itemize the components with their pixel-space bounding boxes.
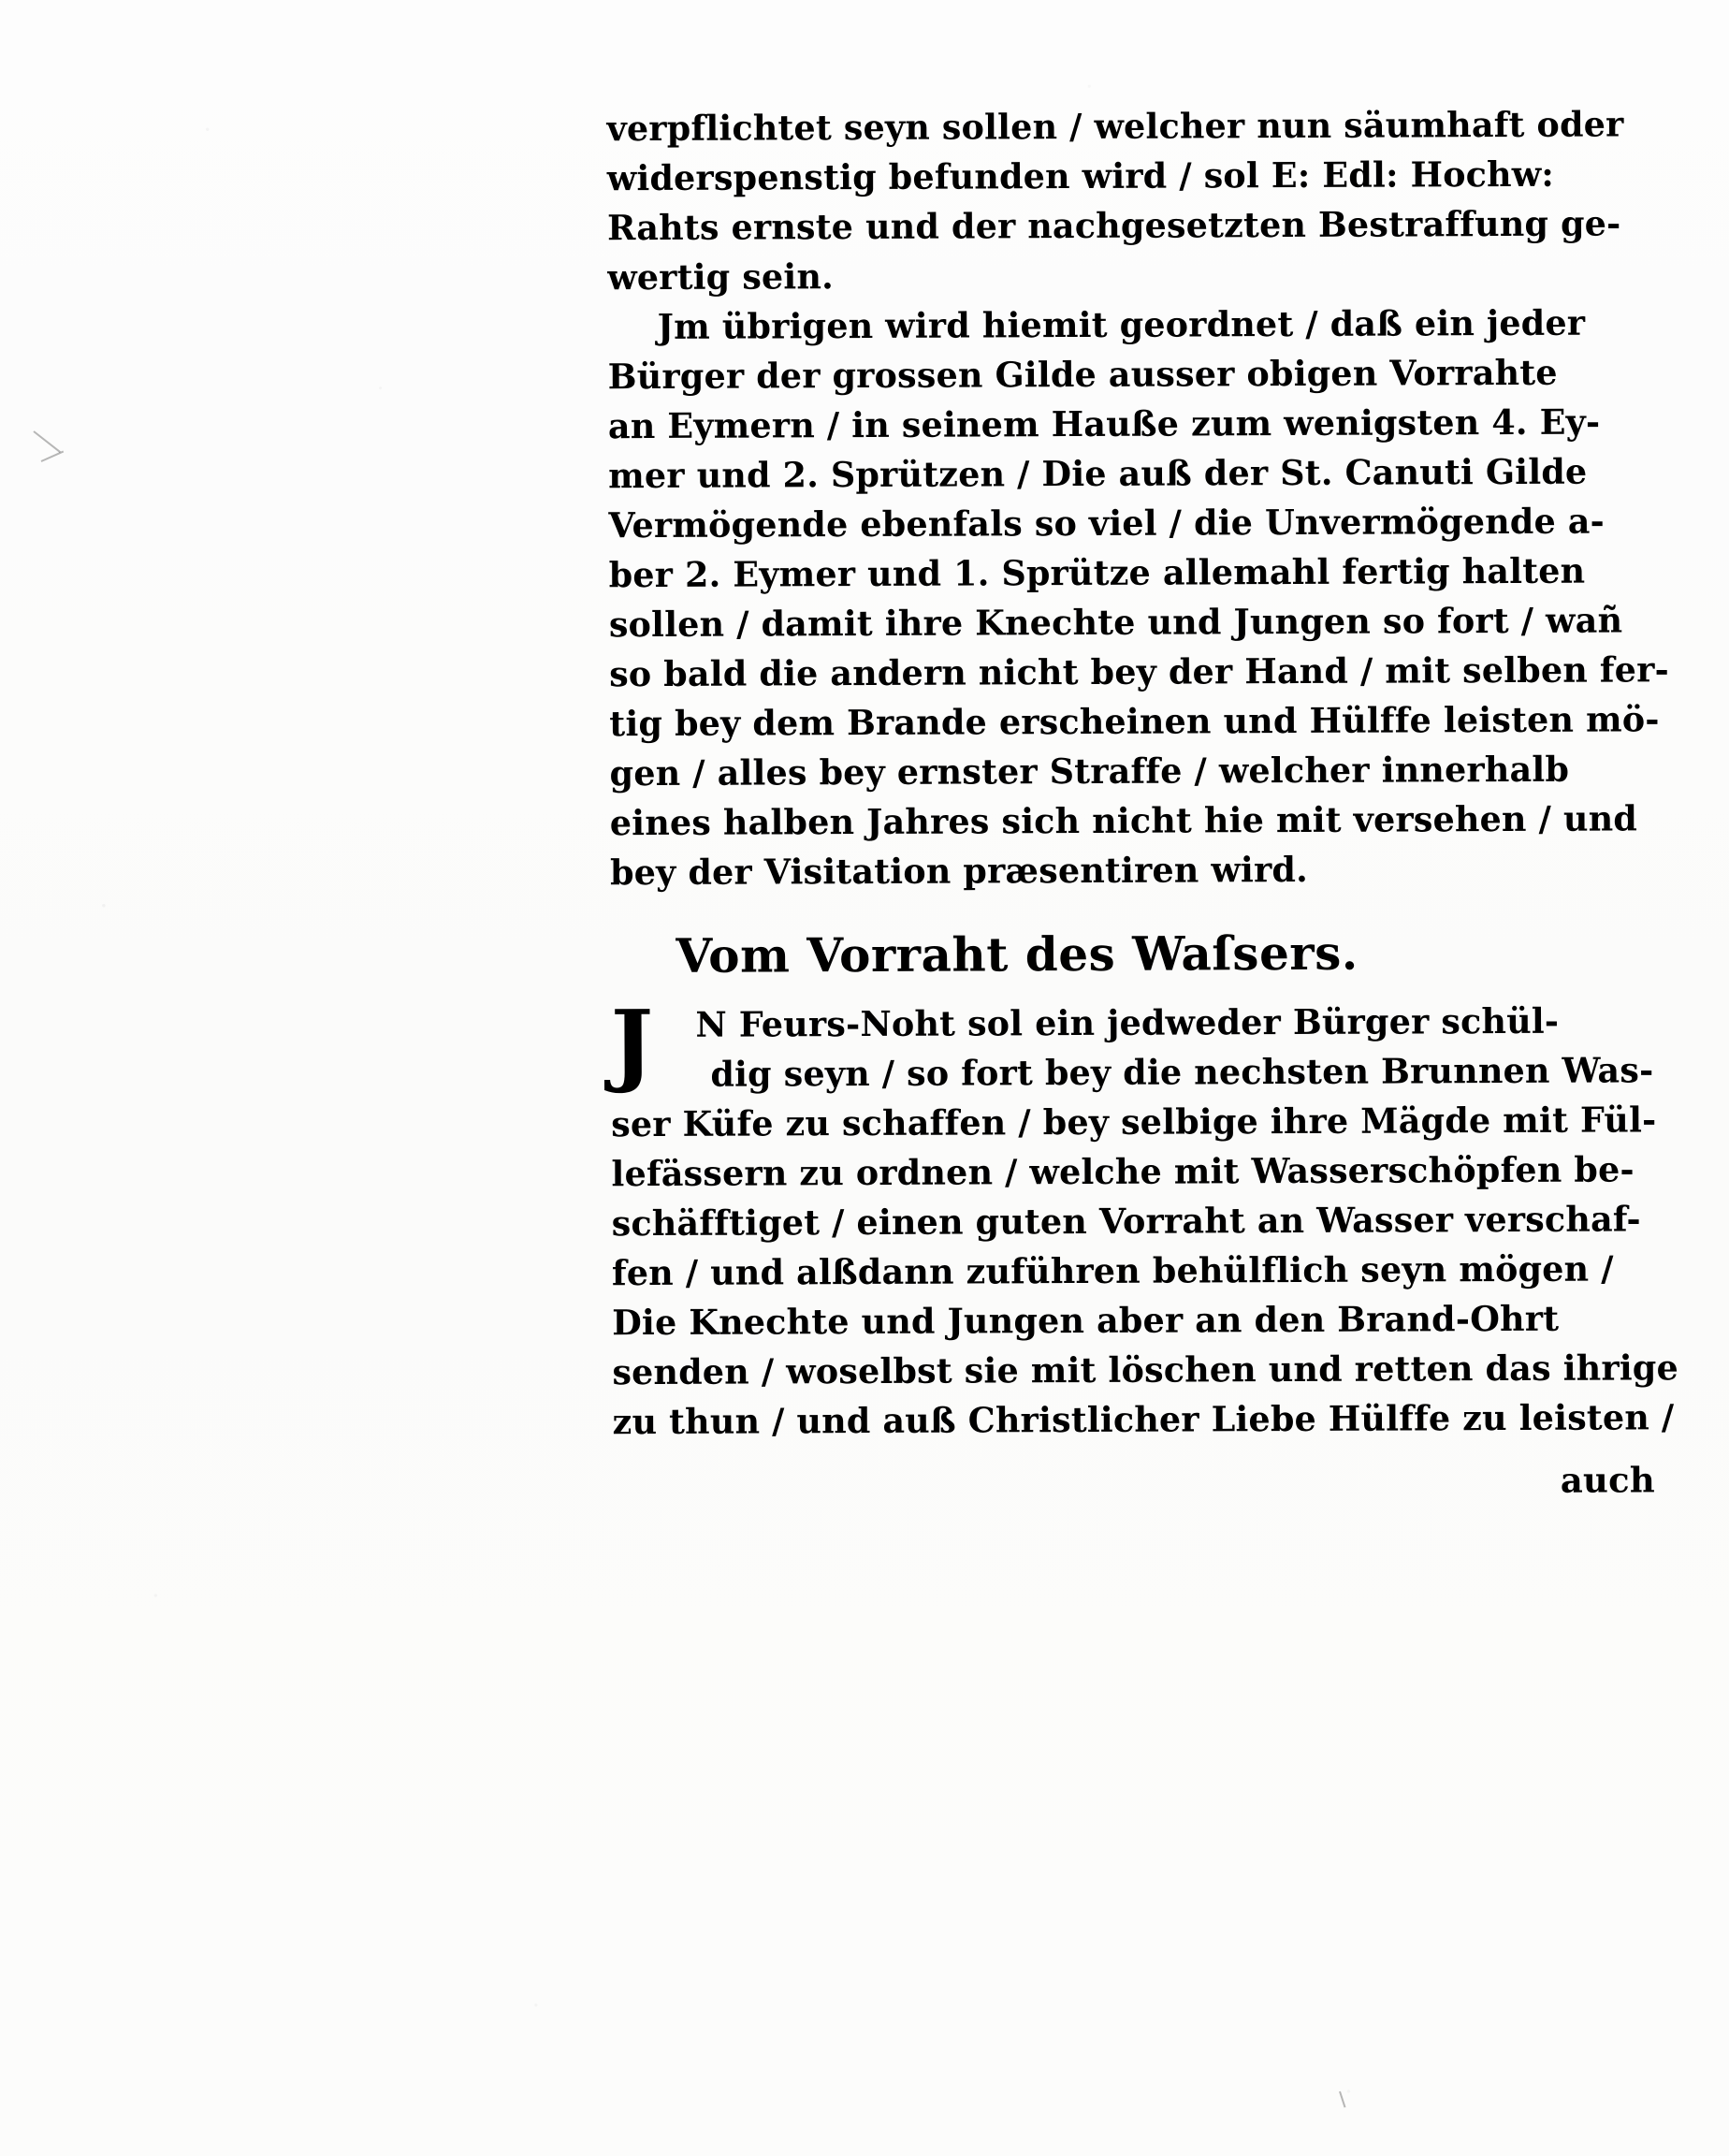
text-line: dig seyn / so fort bey die nechsten Brunnen Was- (710, 1049, 1654, 1095)
text-line: mer und 2. Sprützen / Die auß der St. Canuti Gilde (608, 450, 1588, 497)
text-line: tig bey dem Brande erscheinen und Hülffe leisten mö- (609, 698, 1660, 745)
text-line: Vermögende ebenfals so viel / die Unvermögende a- (608, 500, 1606, 546)
scan-scratch-mark-1 (33, 430, 61, 453)
catchword: auch (1560, 1459, 1656, 1501)
text-line: an Eymern / in seinem Hauße zum wenigsten 4. Ey- (607, 401, 1601, 447)
text-line: eines halben Jahres sich nicht hie mit versehen / und (609, 797, 1638, 844)
text-line: senden / woselbst sie mit löschen und retten das ihrige (612, 1347, 1679, 1393)
text-line: gen / alles bey ernster Straffe / welcher innerhalb (609, 748, 1570, 794)
text-line: zu thun / und auß Christlicher Liebe Hülffe zu leisten / (612, 1396, 1675, 1443)
text-line: N Feurs-Noht sol ein jedweder Bürger schül- (695, 999, 1560, 1045)
text-line: verpflichtet seyn sollen / welcher nun säumhaft oder (606, 103, 1624, 150)
paragraph-2 (607, 301, 1669, 905)
document-text-block (606, 103, 1679, 1522)
text-line: Jm übrigen wird hiemit geordnet / daß ein jeder (657, 301, 1586, 347)
text-line: ber 2. Eymer und 1. Sprütze allemahl fertig halten (608, 549, 1586, 596)
drop-cap-letter: J (610, 989, 654, 1097)
paragraph-3 (610, 989, 1679, 1454)
text-line: Bürger der grossen Gilde ausser obigen Vorrahte (607, 351, 1558, 398)
text-line: lefässern zu ordnen / welche mit Wasserschöpfen be- (611, 1148, 1635, 1195)
text-line: wertig sein. (607, 255, 835, 299)
text-line: fen / und alßdann zuführen behülflich seyn mögen / (611, 1247, 1614, 1294)
section-heading: Vom Vorraht des Waſsers. (676, 925, 1358, 983)
paragraph-1 (606, 103, 1656, 310)
scan-scratch-mark-2 (41, 451, 65, 462)
text-line: sollen / damit ihre Knechte und Jungen so fort / wañ (608, 599, 1623, 646)
text-line: widerspenstig befunden wird / sol E: Edl: Hochw: (606, 153, 1555, 199)
text-line: bey der Visitation præsentiren wird. (609, 848, 1309, 894)
text-line: Rahts ernste und der nachgesetzten Bestraffung ge- (606, 202, 1621, 249)
text-line: schäfftiget / einen guten Vorraht an Wasser verschaf- (611, 1198, 1641, 1245)
text-line: Die Knechte und Jungen aber an den Brand-Ohrt (612, 1297, 1560, 1344)
text-line: so bald die andern nicht bey der Hand / mit selben fer- (609, 648, 1669, 695)
scan-scratch-mark-3 (1339, 2091, 1345, 2108)
text-line: ser Küfe zu schaffen / bey selbige ihre Mägde mit Fül- (611, 1099, 1657, 1145)
